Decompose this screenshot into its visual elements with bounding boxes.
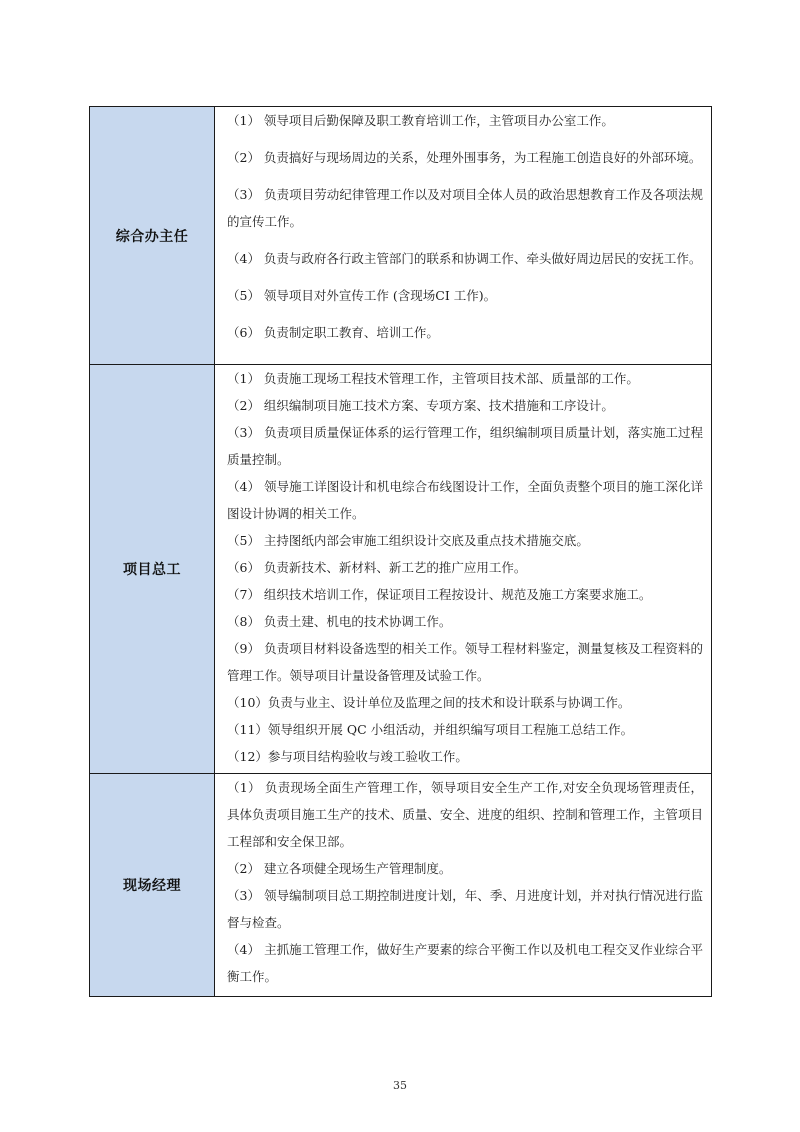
duty-item: （1） 负责施工现场工程技术管理工作，主管项目技术部、质量部的工作。 [227,371,639,386]
page-number: 35 [393,1079,407,1092]
table-row [90,774,712,997]
duties-cell [215,107,712,365]
duties-cell [215,774,712,997]
table-row [90,365,712,774]
role-label: 综合办主任 [115,228,189,245]
duty-item: （11）领导组织开展 QC 小组活动，并组织编写项目工程施工总结工作。 [227,722,634,737]
role-label: 项目总工 [123,562,181,578]
duty-item: （5） 主持图纸内部会审施工组织设计交底及重点技术措施交底。 [227,533,589,548]
duty-item: （3） 负责项目质量保证体系的运行管理工作，组织编制项目质量计划，落实施工过程质量控制。 [227,425,703,467]
duty-item: （9） 负责项目材料设备选型的相关工作。领导工程材料鉴定，测量复核及工程资料的管理工作。领导项目计量设备管理及试验工作。 [227,641,703,683]
role-cell [90,774,215,997]
duty-item: （1） 领导项目后勤保障及职工教育培训工作，主管项目办公室工作。 [227,113,614,128]
duty-item: （6） 负责新技术、新材料、新工艺的推广应用工作。 [227,560,527,575]
duty-item: （10）负责与业主、设计单位及监理之间的技术和设计联系与协调工作。 [227,695,631,710]
duty-item: （4） 负责与政府各行政主管部门的联系和协调工作、牵头做好周边居民的安抚工作。 [227,251,702,266]
responsibility-table [89,106,712,997]
table-row [90,107,712,365]
duty-item: （6） 负责制定职工教育、培训工作。 [227,325,439,340]
duty-item: （2） 建立各项健全现场生产管理制度。 [227,861,452,876]
role-cell [90,365,215,774]
duty-item: （12）参与项目结构验收与竣工验收工作。 [227,749,468,764]
duties-cell [215,365,712,774]
role-label: 现场经理 [123,878,181,894]
duty-item: （3） 负责项目劳动纪律管理工作以及对项目全体人员的政治思想教育工作及各项法规的宣传工作。 [227,187,703,229]
duty-item: （2） 负责搞好与现场周边的关系，处理外围事务，为工程施工创造良好的外部环境。 [227,150,702,165]
duty-item: （7） 组织技术培训工作，保证项目工程按设计、规范及施工方案要求施工。 [227,587,652,602]
role-cell [90,107,215,365]
duty-item: （2） 组织编制项目施工技术方案、专项方案、技术措施和工序设计。 [227,398,614,413]
duty-item: （1） 负责现场全面生产管理工作，领导项目安全生产工作,对安全负现场管理责任，具体负责项目施工生产的技术、质量、安全、进度的组织、控制和管理工作，主管项目工程部和安全保卫部。 [227,780,703,849]
duty-item: （4） 领导施工详图设计和机电综合布线图设计工作，全面负责整个项目的施工深化详图设计协调的相关工作。 [227,479,703,521]
duty-item: （4） 主抓施工管理工作，做好生产要素的综合平衡工作以及机电工程交叉作业综合平衡工作。 [227,942,703,984]
duty-item: （5） 领导项目对外宣传工作 (含现场CI 工作)。 [227,288,497,303]
duty-item: （3） 领导编制项目总工期控制进度计划，年、季、月进度计划，并对执行情况进行监督与检查。 [227,888,703,930]
duty-item: （8） 负责土建、机电的技术协调工作。 [227,614,452,629]
